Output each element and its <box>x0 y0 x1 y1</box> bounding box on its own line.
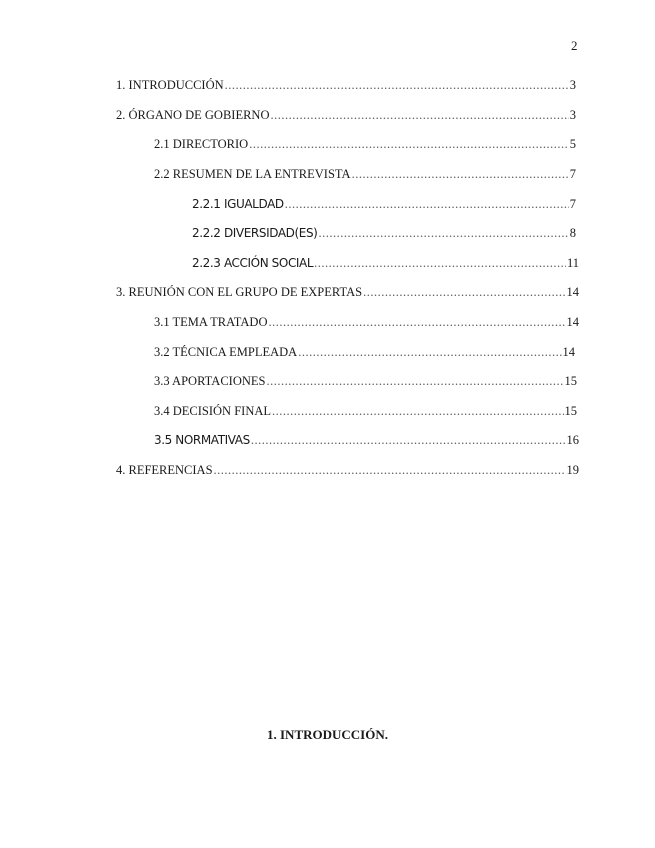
toc-entry-referencias[interactable] <box>116 462 579 478</box>
toc-leader-dots <box>298 344 561 360</box>
toc-leader-dots <box>270 107 568 123</box>
toc-entry-igualdad[interactable] <box>192 196 576 212</box>
toc-entry-page: 3 <box>569 108 576 122</box>
toc-entry-label: 3.1 TEMA TRATADO <box>154 315 268 329</box>
toc-entry-directorio[interactable] <box>154 136 576 152</box>
section-heading: 1. INTRODUCCIÓN. <box>267 727 388 742</box>
toc-entry-tecnica-empleada[interactable] <box>154 344 575 360</box>
toc-entry-page: 7 <box>569 197 576 211</box>
toc-entry-page: 15 <box>564 374 577 388</box>
toc-entry-label: 3.2 TÉCNICA EMPLEADA <box>154 345 298 359</box>
toc-entry-decision-final[interactable] <box>154 403 577 419</box>
toc-entry-label: 3.4 DECISIÓN FINAL <box>154 404 272 418</box>
toc-entry-page: 19 <box>566 463 579 477</box>
toc-entry-normativas[interactable] <box>154 432 579 448</box>
toc-entry-page: 14 <box>566 285 579 299</box>
toc-entry-label: 2.2 RESUMEN DE LA ENTREVISTA <box>154 167 351 181</box>
toc-entry-organo-de-gobierno[interactable] <box>116 107 576 123</box>
toc-entry-page: 16 <box>566 433 579 447</box>
toc-leader-dots <box>318 225 568 241</box>
toc-leader-dots <box>363 284 565 300</box>
toc-entry-reunion-expertas[interactable] <box>116 284 579 300</box>
toc-leader-dots <box>249 136 569 152</box>
toc-entry-label: 2.2.2 DIVERSIDAD(ES) <box>192 226 318 240</box>
toc-entry-resumen-entrevista[interactable] <box>154 166 576 182</box>
toc-entry-page: 14 <box>566 315 579 329</box>
toc-entry-label: 2.2.3 ACCIÓN SOCIAL <box>192 256 314 270</box>
toc-leader-dots <box>268 314 565 330</box>
toc-entry-label: 3.3 APORTACIONES <box>154 374 266 388</box>
toc-entry-label: 2.2.1 IGUALDAD <box>192 197 284 211</box>
toc-entry-label: 2. ÓRGANO DE GOBIERNO <box>116 108 270 122</box>
toc-leader-dots <box>314 255 566 271</box>
toc-leader-dots <box>285 196 569 212</box>
toc-entry-page: 14 <box>562 345 575 359</box>
toc-leader-dots <box>272 403 563 419</box>
toc-entry-introduccion[interactable] <box>116 77 576 93</box>
toc-leader-dots <box>266 373 563 389</box>
page-number: 2 <box>571 38 578 53</box>
toc-entry-label: 4. REFERENCIAS <box>116 463 213 477</box>
toc-leader-dots <box>214 462 566 478</box>
toc-entry-page: 8 <box>569 226 576 240</box>
toc-leader-dots <box>251 432 566 448</box>
toc-leader-dots <box>352 166 569 182</box>
toc-entry-page: 5 <box>569 137 576 151</box>
toc-entry-aportaciones[interactable] <box>154 373 577 389</box>
toc-entry-tema-tratado[interactable] <box>154 314 579 330</box>
toc-entry-page: 7 <box>569 167 576 181</box>
toc-entry-label: 1. INTRODUCCIÓN <box>116 78 224 92</box>
toc-entry-page: 15 <box>564 404 577 418</box>
toc-entry-accion-social[interactable] <box>192 255 579 271</box>
toc-entry-page: 11 <box>566 256 579 270</box>
toc-entry-page: 3 <box>569 78 576 92</box>
toc-entry-label: 3. REUNIÓN CON EL GRUPO DE EXPERTAS <box>116 285 363 299</box>
toc-entry-diversidades[interactable] <box>192 225 576 241</box>
toc-leader-dots <box>225 77 569 93</box>
toc-entry-label: 2.1 DIRECTORIO <box>154 137 249 151</box>
toc-entry-label: 3.5 NORMATIVAS <box>154 433 250 447</box>
